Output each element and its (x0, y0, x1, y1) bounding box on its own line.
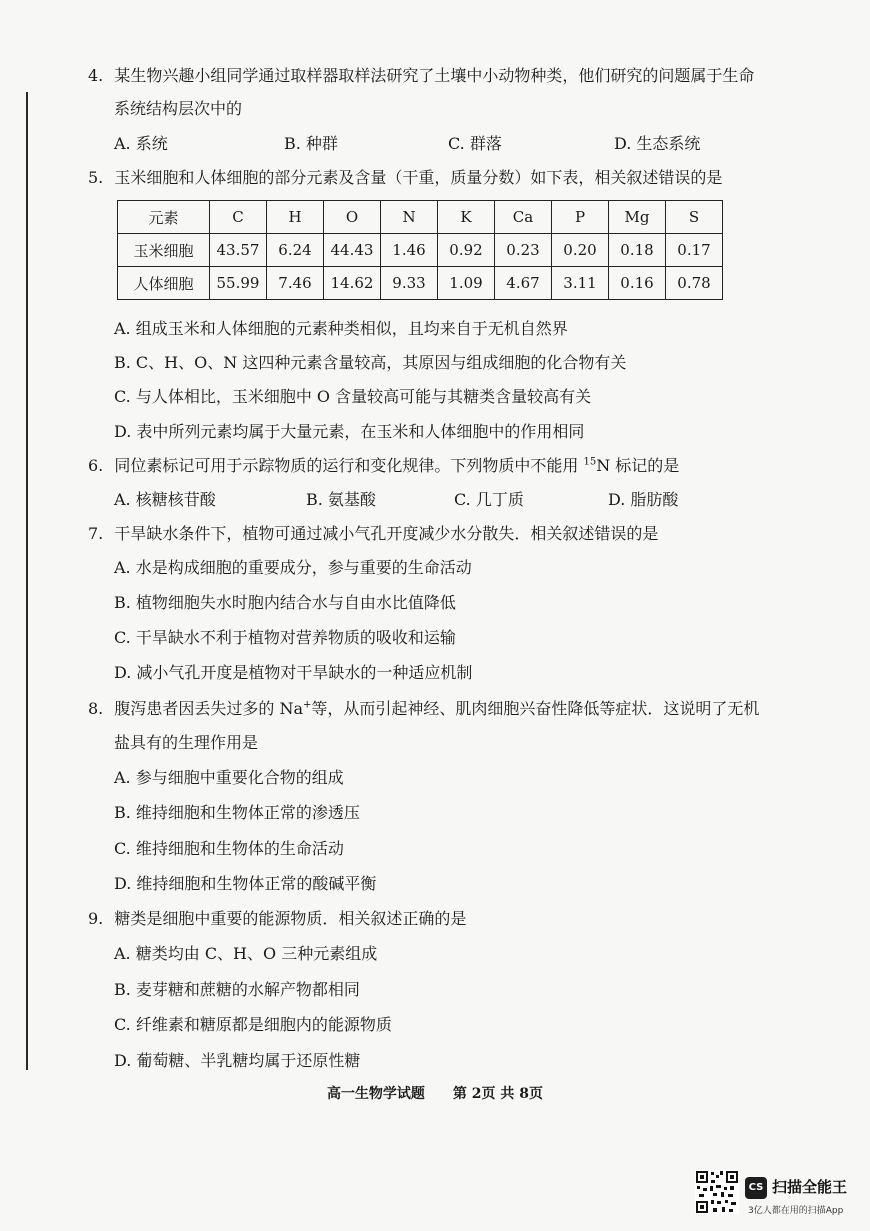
q5-option-c: C. 与人体相比，玉米细胞中 O 含量较高可能与其糖类含量较高有关 (114, 387, 592, 406)
table-cell: 0.23 (495, 234, 552, 267)
q7-option-c: C. 干旱缺水不利于植物对营养物质的吸收和运输 (114, 628, 456, 647)
table-header-cell: 元素 (118, 201, 210, 234)
q8-option-b: B. 维持细胞和生物体正常的渗透压 (114, 803, 360, 822)
q7-stem (88, 523, 658, 545)
table-header-row (118, 201, 723, 234)
q7-option-d: D. 减小气孔开度是植物对干旱缺水的一种适应机制 (114, 663, 473, 682)
q8-stem-line1 (88, 698, 759, 720)
q6-stem-part1: 同位素标记可用于示踪物质的运行和变化规律。下列物质中不能用 (114, 456, 584, 475)
table-header-cell: N (381, 201, 438, 234)
q4-option-a: A. 系统 (114, 134, 168, 153)
table-cell: 0.16 (609, 267, 666, 300)
table-cell: 0.92 (438, 234, 495, 267)
camscanner-tagline: 3亿人都在用的扫描App (748, 1206, 844, 1216)
q6-stem (88, 455, 679, 477)
element-content-table (117, 200, 723, 300)
q5-number: 5. (88, 168, 104, 187)
q5-stem-text: 玉米细胞和人体细胞的部分元素及含量（干重，质量分数）如下表，相关叙述错误的是 (114, 168, 723, 187)
qr-code-icon (695, 1170, 739, 1214)
q4-stem-text: 某生物兴趣小组同学通过取样器取样法研究了土壤中小动物种类，他们研究的问题属于生命 (114, 66, 755, 85)
q8-number: 8. (88, 699, 104, 718)
table-header-cell: K (438, 201, 495, 234)
table-header-cell: P (552, 201, 609, 234)
camscanner-logo: CS (745, 1177, 767, 1199)
q7-option-a: A. 水是构成细胞的重要成分，参与重要的生命活动 (114, 558, 472, 577)
q7-number: 7. (88, 524, 104, 543)
q6-option-c: C. 几丁质 (454, 490, 524, 509)
table-cell: 14.62 (324, 267, 381, 300)
q8-stem-text (114, 699, 759, 718)
table-header-cell: C (210, 201, 267, 234)
page-footer: 高一生物学试题 第 2页 共 8页 (326, 1086, 544, 1102)
table-cell: 0.78 (666, 267, 723, 300)
q9-option-a: A. 糖类均由 C、H、O 三种元素组成 (114, 944, 378, 963)
table-cell: 44.43 (324, 234, 381, 267)
q4-number: 4. (88, 66, 104, 85)
q8-stem-line2: 盐具有的生理作用是 (114, 733, 259, 752)
table-header-cell: Ca (495, 201, 552, 234)
q9-option-c: C. 纤维素和糖原都是细胞内的能源物质 (114, 1015, 392, 1034)
table-cell: 3.11 (552, 267, 609, 300)
table-cell: 0.18 (609, 234, 666, 267)
table-cell: 9.33 (381, 267, 438, 300)
q9-stem (88, 908, 466, 930)
q6-stem-text (114, 456, 679, 475)
table-header-cell: O (324, 201, 381, 234)
q5-option-b: B. C、H、O、N 这四种元素含量较高，其原因与组成细胞的化合物有关 (114, 353, 627, 372)
table-header-cell: Mg (609, 201, 666, 234)
q4-option-b: B. 种群 (284, 134, 338, 153)
table-cell: 7.46 (267, 267, 324, 300)
q8-stem-part1: 腹泻患者因丢失过多的 Na (114, 699, 303, 718)
q6-number: 6. (88, 456, 104, 475)
q6-option-b: B. 氨基酸 (306, 490, 376, 509)
q4-stem-line1 (88, 65, 754, 87)
camscanner-brand: 扫描全能王 (772, 1178, 848, 1196)
q8-option-d: D. 维持细胞和生物体正常的酸碱平衡 (114, 874, 377, 893)
q6-stem-part2: N 标记的是 (596, 456, 680, 475)
q8-superscript: + (303, 699, 312, 711)
table-cell: 43.57 (210, 234, 267, 267)
q5-option-d: D. 表中所列元素均属于大量元素，在玉米和人体细胞中的作用相同 (114, 422, 585, 441)
table-cell: 0.20 (552, 234, 609, 267)
q8-option-a: A. 参与细胞中重要化合物的组成 (114, 768, 344, 787)
q9-option-d: D. 葡萄糖、半乳糖均属于还原性糖 (114, 1051, 361, 1070)
q8-option-c: C. 维持细胞和生物体的生命活动 (114, 839, 344, 858)
page-margin-rule (26, 92, 28, 1070)
q4-option-d: D. 生态系统 (614, 134, 701, 153)
table-cell: 1.09 (438, 267, 495, 300)
q6-option-a: A. 核糖核苷酸 (114, 490, 216, 509)
q4-option-c: C. 群落 (448, 134, 502, 153)
q7-option-b: B. 植物细胞失水时胞内结合水与自由水比值降低 (114, 593, 456, 612)
table-cell: 0.17 (666, 234, 723, 267)
q9-option-b: B. 麦芽糖和蔗糖的水解产物都相同 (114, 980, 360, 999)
q6-superscript: 15 (583, 456, 597, 468)
table-cell: 人体细胞 (118, 267, 210, 300)
q4-stem-line2: 系统结构层次中的 (114, 99, 243, 118)
q9-stem-text: 糖类是细胞中重要的能源物质．相关叙述正确的是 (114, 909, 467, 928)
table-cell: 玉米细胞 (118, 234, 210, 267)
table-header-cell: S (666, 201, 723, 234)
table-row-maize (118, 234, 723, 267)
table-cell: 55.99 (210, 267, 267, 300)
q9-number: 9. (88, 909, 104, 928)
table-cell: 4.67 (495, 267, 552, 300)
q8-stem-part2: 等，从而引起神经、肌肉细胞兴奋性降低等症状．这说明了无机 (311, 699, 760, 718)
table-cell: 1.46 (381, 234, 438, 267)
q5-stem (88, 167, 722, 189)
table-header-cell: H (267, 201, 324, 234)
q5-option-a: A. 组成玉米和人体细胞的元素种类相似，且均来自于无机自然界 (114, 319, 568, 338)
q6-option-d: D. 脂肪酸 (608, 490, 679, 509)
table-cell: 6.24 (267, 234, 324, 267)
table-row-human (118, 267, 723, 300)
q7-stem-text: 干旱缺水条件下，植物可通过减小气孔开度减少水分散失．相关叙述错误的是 (114, 524, 659, 543)
